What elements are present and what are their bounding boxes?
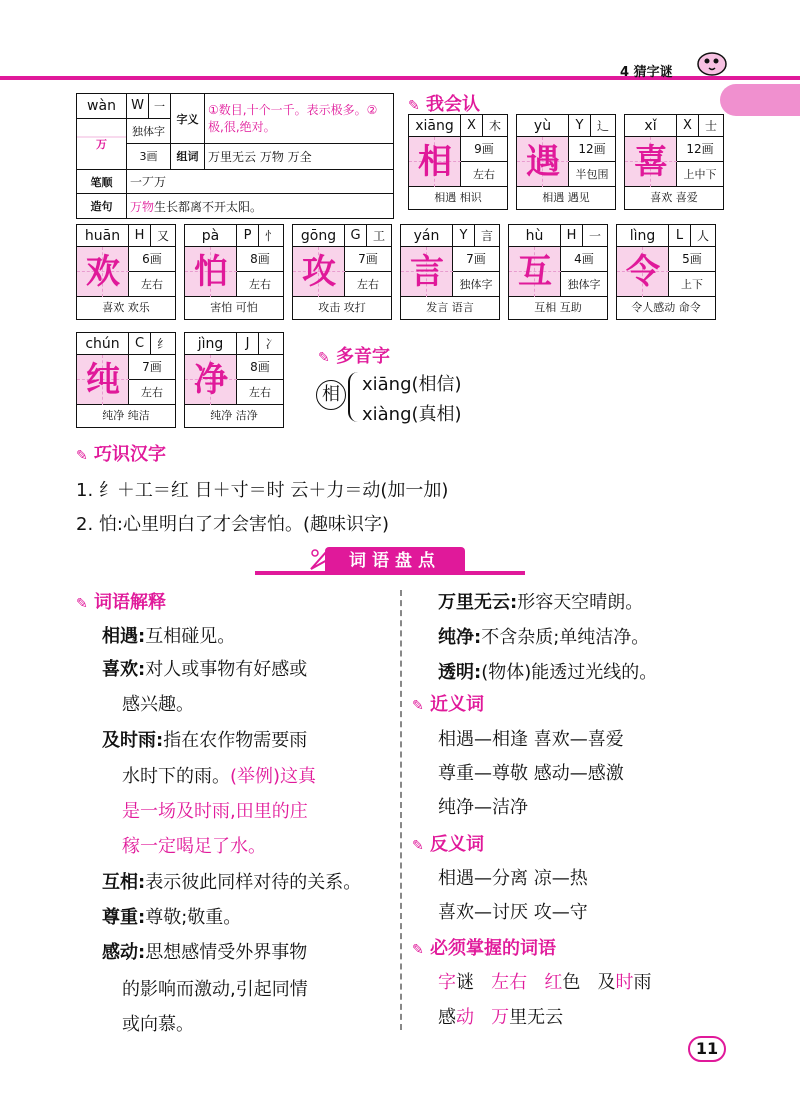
definitions-title: 词语解释 [94, 592, 166, 613]
pencil-icon: ✎ [408, 98, 420, 114]
char-card [184, 332, 284, 428]
card-fm: 独体字 [561, 272, 607, 297]
char-card [616, 224, 716, 320]
brace [348, 372, 362, 422]
must-word: 红 [544, 972, 563, 993]
pencil-icon: ✎ [318, 350, 330, 366]
main-initial: W [127, 94, 149, 119]
section-recognize-title: 我会认 [426, 94, 480, 115]
example: 稼一定喝足了水。 [122, 836, 266, 857]
card-fm: 左右 [461, 162, 507, 187]
definition-line [102, 903, 241, 929]
card-wd: 相遇 遇见 [542, 191, 590, 204]
card-ini: Y [569, 115, 591, 137]
card-fm: 独体字 [453, 272, 499, 297]
must-word: 时 [615, 972, 634, 993]
must-word: 左右 [491, 972, 528, 993]
definition: 对人或事物有好感或 [145, 659, 308, 680]
char-card [292, 224, 392, 320]
qiaoshi-title: 巧识汉字 [94, 444, 166, 465]
card-ini: X [677, 115, 699, 137]
antonym-line: 相遇—分离 凉—热 [438, 868, 588, 889]
synonyms-title: 近义词 [430, 694, 484, 715]
card-ch: 遇 [526, 142, 560, 182]
card-ch: 喜 [634, 142, 668, 182]
page-number-text: 11 [695, 1039, 719, 1058]
must-word: 雨 [633, 972, 652, 993]
main-char-card [76, 93, 394, 219]
char-card [184, 224, 284, 320]
synonym-line: 相遇—相逢 喜欢—喜爱 [438, 729, 624, 750]
card-fm: 左右 [345, 272, 391, 297]
card-rad: 辶 [591, 115, 615, 137]
vocab-banner [255, 545, 525, 579]
sentence-label: 造句 [77, 194, 127, 219]
main-radical: 一 [149, 94, 171, 119]
card-rad: 言 [475, 225, 499, 247]
sentence-highlight: 万物 [130, 199, 155, 214]
card-rad: 忄 [259, 225, 283, 247]
card-py: lìng [617, 225, 669, 247]
page-header [0, 40, 800, 96]
char-card [76, 224, 176, 320]
synonym-line: 尊重—尊敬 感动—感激 [438, 763, 624, 784]
meaning-text: ①数目,十个一千。表示极多。②极,很,绝对。 [205, 94, 394, 144]
main-strokes: 3画 [127, 144, 171, 170]
card-ch: 净 [194, 360, 228, 400]
card-py: xiāng [409, 115, 461, 137]
card-py: pà [185, 225, 237, 247]
card-py: xǐ [625, 115, 677, 137]
card-st: 8画 [237, 247, 283, 272]
pencil-icon: ✎ [412, 698, 424, 714]
card-fm: 左右 [129, 272, 175, 297]
card-py: hù [509, 225, 561, 247]
card-ini: P [237, 225, 259, 247]
char-card [508, 224, 608, 320]
definition: 或向慕。 [122, 1014, 194, 1035]
card-fm: 半包围 [569, 162, 615, 187]
must-word: 里无云 [509, 1007, 564, 1028]
card-ch: 欢 [86, 252, 120, 292]
card-rad: 纟 [151, 333, 175, 355]
card-wd: 令人感动 命令 [631, 301, 701, 314]
definition: 形容天空晴朗。 [517, 592, 644, 613]
words-label: 组词 [171, 144, 205, 170]
definition-line [122, 832, 266, 858]
char-card [624, 114, 724, 210]
main-structure: 独体字 [127, 118, 171, 144]
pencil-icon: ✎ [412, 942, 424, 958]
section-synonyms [412, 690, 484, 716]
term: 感动: [102, 942, 146, 963]
card-py: yán [401, 225, 453, 247]
card-wd: 发言 语言 [426, 301, 474, 314]
polyphone-read2: xiàng(真相) [362, 404, 462, 425]
card-py: yù [517, 115, 569, 137]
definition: 思想感情受外界事物 [145, 942, 308, 963]
card-rad: 冫 [259, 333, 283, 355]
card-wd: 纯净 纯洁 [102, 409, 150, 422]
card-ch: 攻 [302, 252, 336, 292]
sentence [127, 194, 394, 219]
card-fm: 上下 [669, 272, 715, 297]
header-bar [0, 76, 800, 80]
definition-line [102, 622, 235, 648]
card-py: jìng [185, 333, 237, 355]
term: 互相: [102, 872, 146, 893]
synonym-line: 纯净—洁净 [438, 797, 528, 818]
must-line1 [438, 968, 652, 994]
card-fm: 左右 [237, 380, 283, 405]
section-definitions [76, 588, 166, 614]
definition-line [122, 797, 308, 823]
card-py: gōng [293, 225, 345, 247]
card-fm: 上中下 [677, 162, 723, 187]
term: 尊重: [102, 907, 146, 928]
card-ini: L [669, 225, 691, 247]
qiaoshi-line1: 1. 纟＋工＝红 日＋寸＝时 云＋力＝动(加一加) [76, 480, 449, 501]
qiaoshi-line2: 2. 怕:心里明白了才会害怕。(趣味识字) [76, 514, 390, 535]
header-tab [720, 84, 800, 116]
definition-line [122, 975, 308, 1001]
card-st: 7画 [453, 247, 499, 272]
must-word: 万 [491, 1007, 510, 1028]
card-ch: 相 [418, 142, 452, 182]
must-word: 及 [597, 972, 616, 993]
definition: 的影响而激动,引起同情 [122, 979, 308, 1000]
section-qiaoshi [76, 440, 166, 466]
definition: 感兴趣。 [122, 694, 194, 715]
card-st: 5画 [669, 247, 715, 272]
card-wd: 互相 互助 [534, 301, 582, 314]
term: 透明: [438, 662, 482, 683]
definition-line [102, 868, 361, 894]
term: 万里无云: [438, 592, 518, 613]
definition-line [122, 1010, 194, 1036]
definition-line [102, 938, 307, 964]
card-wd: 喜欢 喜爱 [650, 191, 698, 204]
card-rad: 士 [699, 115, 723, 137]
card-wd: 纯净 洁净 [210, 409, 258, 422]
definition: 不含杂质;单纯洁净。 [481, 627, 650, 648]
card-ini: C [129, 333, 151, 355]
card-st: 9画 [461, 137, 507, 162]
char-card [516, 114, 616, 210]
card-st: 12画 [677, 137, 723, 162]
card-rad: 又 [151, 225, 175, 247]
antonyms-title: 反义词 [430, 834, 484, 855]
term: 纯净: [438, 627, 482, 648]
definition-line [102, 655, 307, 681]
main-words: 万里无云 万物 万全 [205, 144, 394, 170]
column-divider [400, 590, 402, 1030]
card-st: 8画 [237, 355, 283, 380]
section-antonyms [412, 830, 484, 856]
definition: 指在农作物需要雨 [163, 730, 308, 751]
polyphone-read1: xiāng(相信) [362, 374, 462, 395]
card-wd: 攻击 攻打 [318, 301, 366, 314]
section-recognize [408, 90, 480, 116]
example: (举例)这真 [230, 766, 317, 787]
must-word: 字 [438, 972, 456, 993]
must-line2 [438, 1003, 563, 1029]
polyphone-title: 多音字 [336, 346, 390, 367]
definition-line [102, 726, 307, 752]
section-must [412, 934, 556, 960]
card-ini: Y [453, 225, 475, 247]
main-pinyin: wàn [77, 94, 127, 119]
definition: 表示彼此同样对待的关系。 [145, 872, 362, 893]
definition: (物体)能透过光线的。 [481, 662, 658, 683]
polyphone-char: 相 [316, 380, 346, 410]
card-py: huān [77, 225, 129, 247]
char-card [76, 332, 176, 428]
meaning-label: 字义 [171, 94, 205, 144]
stroke-order: 一丆万 [127, 169, 394, 194]
pencil-icon: ✎ [76, 448, 88, 464]
card-ini: X [461, 115, 483, 137]
card-ch: 纯 [86, 360, 120, 400]
card-ch: 互 [518, 252, 552, 292]
card-st: 7画 [129, 355, 175, 380]
card-wd: 喜欢 欢乐 [102, 301, 150, 314]
card-ini: G [345, 225, 367, 247]
definition: 互相碰见。 [145, 626, 236, 647]
definition-line [438, 623, 649, 649]
card-wd: 害怕 可怕 [210, 301, 258, 314]
must-word: 谜 [456, 972, 474, 993]
card-ini: H [561, 225, 583, 247]
char-card [400, 224, 500, 320]
bird-icon [692, 48, 730, 78]
card-ch: 令 [626, 252, 660, 292]
definition-line [438, 588, 643, 614]
card-st: 6画 [129, 247, 175, 272]
card-fm: 左右 [237, 272, 283, 297]
definition-line [438, 658, 657, 684]
banner-label: 词语盘点 [325, 547, 465, 575]
definition-line [122, 690, 194, 716]
card-st: 4画 [561, 247, 607, 272]
pencil-icon: ✎ [412, 838, 424, 854]
section-polyphone [318, 342, 390, 368]
card-ch: 言 [410, 252, 444, 292]
order-label: 笔顺 [77, 169, 127, 194]
card-rad: 工 [367, 225, 391, 247]
term: 喜欢: [102, 659, 146, 680]
must-word: 色 [562, 972, 581, 993]
must-word: 动 [456, 1007, 474, 1028]
char-card [408, 114, 508, 210]
card-ini: H [129, 225, 151, 247]
definition: 尊敬;敬重。 [145, 907, 242, 928]
term: 及时雨: [102, 730, 164, 751]
chapter-title: 4 猜字谜 [620, 65, 673, 80]
card-rad: 一 [583, 225, 607, 247]
sentence-rest: 生长都离不开太阳。 [154, 199, 263, 214]
antonym-line: 喜欢—讨厌 攻—守 [438, 902, 588, 923]
pencil-icon: ✎ [76, 596, 88, 612]
main-char: 万 [77, 118, 127, 169]
must-title: 必须掌握的词语 [430, 938, 556, 959]
definition-line [122, 762, 316, 788]
card-wd: 相遇 相识 [434, 191, 482, 204]
definition: 水时下的雨。 [122, 766, 230, 787]
card-rad: 人 [691, 225, 715, 247]
example: 是一场及时雨,田里的庄 [122, 801, 308, 822]
card-ch: 怕 [194, 252, 228, 292]
card-fm: 左右 [129, 380, 175, 405]
must-word: 感 [438, 1007, 456, 1028]
card-ini: J [237, 333, 259, 355]
term: 相遇: [102, 626, 146, 647]
page-number [680, 1036, 734, 1062]
card-py: chún [77, 333, 129, 355]
card-rad: 木 [483, 115, 507, 137]
card-st: 12画 [569, 137, 615, 162]
card-st: 7画 [345, 247, 391, 272]
